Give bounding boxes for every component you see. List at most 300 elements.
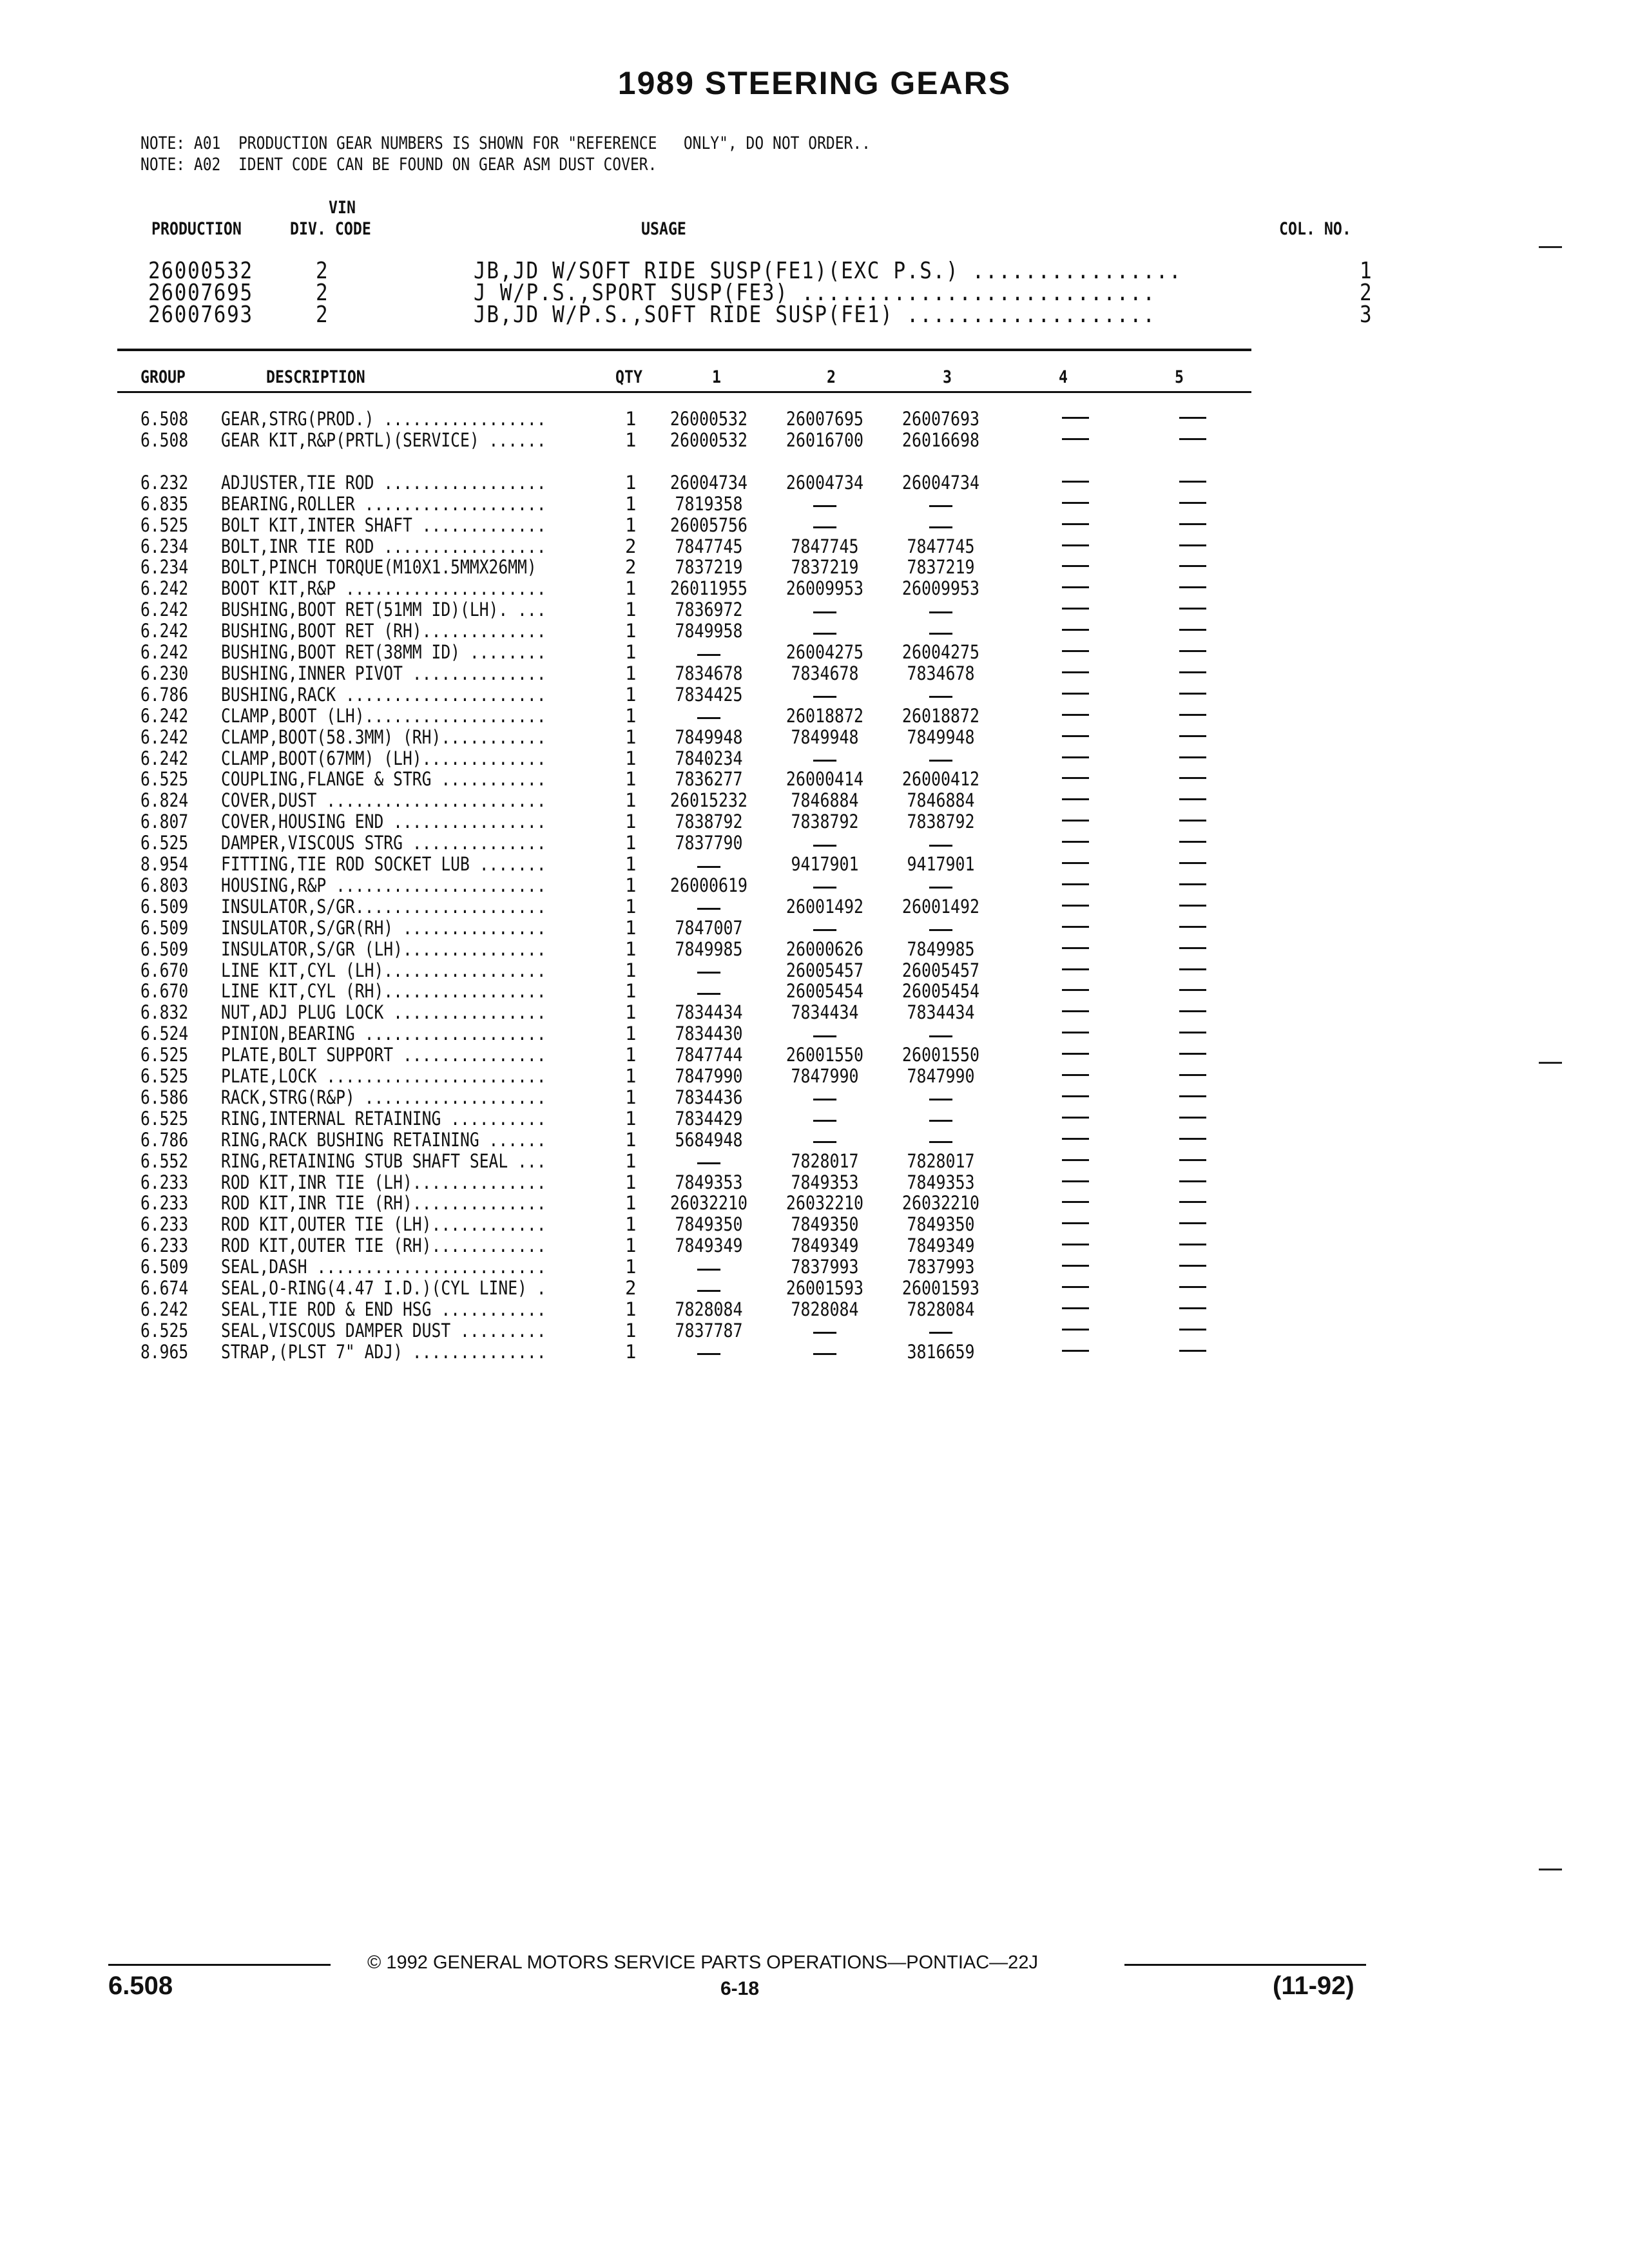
cell-col-2: 7847990 bbox=[791, 1065, 859, 1087]
dash-mark bbox=[929, 1332, 952, 1334]
cell-col-1: 26032210 bbox=[670, 1192, 748, 1215]
cell-group: 6.509 bbox=[140, 916, 189, 939]
table-row bbox=[0, 874, 1629, 896]
cell-qty: 1 bbox=[625, 662, 637, 684]
cell-group: 6.233 bbox=[140, 1192, 189, 1215]
cell-col-1: 7837219 bbox=[675, 556, 743, 579]
table-row bbox=[0, 1171, 1629, 1193]
dash-mark bbox=[929, 505, 952, 507]
cell-group: 8.954 bbox=[140, 853, 189, 875]
cell-col-4-dash bbox=[1062, 1032, 1089, 1033]
cell-group: 6.552 bbox=[140, 1149, 189, 1172]
cell-group: 6.803 bbox=[140, 874, 189, 896]
cell-col-2 bbox=[769, 684, 880, 706]
cell-col-1 bbox=[653, 853, 764, 875]
table-header-col-2: 2 bbox=[827, 367, 836, 387]
cell-col-4-dash bbox=[1062, 1307, 1089, 1309]
dash-mark bbox=[929, 1120, 952, 1122]
cell-group: 6.509 bbox=[140, 937, 189, 960]
cell-group: 6.525 bbox=[140, 768, 189, 791]
cell-col-1: 26000619 bbox=[670, 874, 748, 896]
margin-mark bbox=[1539, 1062, 1562, 1064]
cell-col-4-dash bbox=[1062, 777, 1089, 779]
cell-group: 6.242 bbox=[140, 704, 189, 727]
cell-col-2 bbox=[769, 514, 880, 536]
cell-group: 6.674 bbox=[140, 1277, 189, 1299]
cell-description: SEAL,DASH ........................ bbox=[221, 1256, 546, 1278]
cell-col-5-dash bbox=[1179, 523, 1206, 525]
cell-col-1: 7834429 bbox=[675, 1107, 743, 1129]
margin-mark bbox=[1539, 246, 1562, 248]
cell-group: 6.242 bbox=[140, 577, 189, 600]
cell-col-5-dash bbox=[1179, 1032, 1206, 1033]
table-row bbox=[0, 408, 1629, 429]
usage-header-usage: USAGE bbox=[641, 219, 686, 239]
cell-col-4-dash bbox=[1062, 1053, 1089, 1055]
dash-mark bbox=[813, 505, 836, 507]
margin-mark bbox=[1539, 1869, 1562, 1870]
cell-col-5-dash bbox=[1179, 947, 1206, 949]
cell-qty: 1 bbox=[625, 1340, 637, 1363]
cell-col-1: 26015232 bbox=[670, 789, 748, 812]
cell-qty: 1 bbox=[625, 514, 637, 536]
table-row bbox=[0, 429, 1629, 450]
table-row bbox=[0, 705, 1629, 726]
cell-col-1 bbox=[653, 1341, 764, 1363]
table-row bbox=[0, 768, 1629, 789]
cell-description: BUSHING,INNER PIVOT .............. bbox=[221, 662, 546, 684]
dash-mark bbox=[813, 929, 836, 931]
cell-col-3: 26016698 bbox=[901, 428, 980, 451]
cell-col-4-dash bbox=[1062, 1201, 1089, 1203]
footer-date: (11-92) bbox=[1273, 1972, 1354, 2000]
cell-col-4-dash bbox=[1062, 629, 1089, 631]
dash-mark bbox=[697, 1269, 720, 1271]
cell-qty: 1 bbox=[625, 599, 637, 621]
cell-col-5-dash bbox=[1179, 1201, 1206, 1203]
usage-text: J W/P.S.,SPORT SUSP(FE3) ........................... bbox=[474, 280, 1156, 306]
cell-col-2 bbox=[769, 1341, 880, 1363]
cell-col-1: 7836972 bbox=[675, 599, 743, 621]
cell-group: 6.525 bbox=[140, 1319, 189, 1341]
cell-group: 6.835 bbox=[140, 492, 189, 515]
dash-mark bbox=[929, 887, 952, 889]
dash-mark bbox=[813, 887, 836, 889]
cell-col-5-dash bbox=[1179, 735, 1206, 737]
dash-mark bbox=[813, 611, 836, 613]
cell-col-4-dash bbox=[1062, 438, 1089, 440]
cell-col-5-dash bbox=[1179, 798, 1206, 800]
cell-col-2: 7849349 bbox=[791, 1235, 859, 1257]
cell-col-3: 26007693 bbox=[901, 408, 980, 430]
cell-col-4-dash bbox=[1062, 544, 1089, 546]
cell-qty: 1 bbox=[625, 874, 637, 896]
cell-col-3: 7837993 bbox=[907, 1256, 975, 1278]
cell-col-1: 7849349 bbox=[675, 1235, 743, 1257]
cell-col-1: 7834425 bbox=[675, 683, 743, 706]
cell-qty: 1 bbox=[625, 811, 637, 833]
cell-description: ROD KIT,INR TIE (RH).............. bbox=[221, 1192, 546, 1215]
cell-col-2 bbox=[769, 874, 880, 896]
cell-col-3: 26018872 bbox=[901, 704, 980, 727]
table-row bbox=[0, 1341, 1629, 1362]
cell-col-5-dash bbox=[1179, 671, 1206, 673]
cell-col-2: 26004275 bbox=[786, 641, 864, 663]
cell-col-5-dash bbox=[1179, 862, 1206, 864]
table-row bbox=[0, 599, 1629, 620]
cell-group: 6.525 bbox=[140, 514, 189, 536]
cell-col-1: 7847007 bbox=[675, 916, 743, 939]
cell-group: 6.525 bbox=[140, 832, 189, 854]
cell-col-5-dash bbox=[1179, 883, 1206, 885]
table-row bbox=[0, 917, 1629, 938]
dash-mark bbox=[813, 1120, 836, 1122]
cell-col-1: 26004734 bbox=[670, 471, 748, 494]
cell-col-4-dash bbox=[1062, 905, 1089, 907]
cell-description: PLATE,BOLT SUPPORT ............... bbox=[221, 1044, 546, 1066]
cell-group: 6.786 bbox=[140, 1128, 189, 1151]
cell-col-3: 26009953 bbox=[901, 577, 980, 600]
cell-col-4-dash bbox=[1062, 1010, 1089, 1012]
table-row bbox=[0, 980, 1629, 1001]
cell-col-4-dash bbox=[1062, 608, 1089, 610]
cell-col-3: 26000412 bbox=[901, 768, 980, 791]
cell-col-3: 7849349 bbox=[907, 1235, 975, 1257]
usage-header-div-code: DIV. CODE bbox=[290, 219, 371, 239]
cell-col-4-dash bbox=[1062, 1180, 1089, 1182]
cell-col-3: 26001593 bbox=[901, 1277, 980, 1299]
cell-qty: 1 bbox=[625, 726, 637, 748]
cell-qty: 1 bbox=[625, 1086, 637, 1108]
cell-description: INSULATOR,S/GR(RH) ............... bbox=[221, 916, 546, 939]
cell-col-2 bbox=[769, 1086, 880, 1108]
cell-qty: 1 bbox=[625, 1192, 637, 1215]
dash-mark bbox=[929, 611, 952, 613]
dash-mark bbox=[813, 696, 836, 698]
usage-text: JB,JD W/P.S.,SOFT RIDE SUSP(FE1) ................... bbox=[474, 302, 1156, 328]
table-row bbox=[0, 1150, 1629, 1171]
dash-mark bbox=[697, 1162, 720, 1164]
table-row bbox=[0, 1129, 1629, 1150]
cell-description: COVER,HOUSING END ................ bbox=[221, 811, 546, 833]
cell-group: 6.233 bbox=[140, 1235, 189, 1257]
cell-col-3 bbox=[885, 1108, 996, 1129]
cell-col-2: 26000626 bbox=[786, 937, 864, 960]
cell-qty: 1 bbox=[625, 471, 637, 494]
cell-col-3: 26032210 bbox=[901, 1192, 980, 1215]
table-row bbox=[0, 1256, 1629, 1277]
dash-mark bbox=[697, 972, 720, 974]
cell-col-5-dash bbox=[1179, 714, 1206, 716]
table-row bbox=[0, 1108, 1629, 1129]
cell-col-2 bbox=[769, 1023, 880, 1044]
cell-col-1: 7849353 bbox=[675, 1171, 743, 1193]
cell-col-4-dash bbox=[1062, 1138, 1089, 1140]
cell-col-2: 26001593 bbox=[786, 1277, 864, 1299]
cell-qty: 1 bbox=[625, 1171, 637, 1193]
dash-mark bbox=[813, 845, 836, 847]
cell-description: BUSHING,BOOT RET (RH)............. bbox=[221, 620, 546, 642]
cell-description: NUT,ADJ PLUG LOCK ................ bbox=[221, 1001, 546, 1024]
cell-col-3 bbox=[885, 832, 996, 854]
cell-col-2: 26009953 bbox=[786, 577, 864, 600]
cell-group: 6.525 bbox=[140, 1065, 189, 1087]
cell-col-1: 7847990 bbox=[675, 1065, 743, 1087]
cell-col-1 bbox=[653, 705, 764, 727]
cell-description: CLAMP,BOOT(58.3MM) (RH)........... bbox=[221, 726, 546, 748]
cell-col-3 bbox=[885, 1086, 996, 1108]
table-row bbox=[0, 1192, 1629, 1213]
cell-col-3: 7846884 bbox=[907, 789, 975, 812]
cell-col-4-dash bbox=[1062, 947, 1089, 949]
table-header-description: DESCRIPTION bbox=[266, 367, 365, 387]
cell-col-5-dash bbox=[1179, 756, 1206, 758]
cell-col-5-dash bbox=[1179, 989, 1206, 991]
table-header-group: GROUP bbox=[140, 367, 186, 387]
cell-description: BOLT KIT,INTER SHAFT ............. bbox=[221, 514, 546, 536]
cell-description: COVER,DUST ....................... bbox=[221, 789, 546, 812]
footer-rule-right bbox=[1124, 1964, 1366, 1966]
usage-div: 2 bbox=[316, 280, 329, 306]
cell-col-1: 7834430 bbox=[675, 1023, 743, 1045]
cell-col-4-dash bbox=[1062, 1286, 1089, 1288]
cell-group: 6.242 bbox=[140, 641, 189, 663]
cell-col-1 bbox=[653, 896, 764, 918]
cell-description: CLAMP,BOOT (LH)................... bbox=[221, 704, 546, 727]
dash-mark bbox=[929, 1141, 952, 1143]
footer-copyright: © 1992 GENERAL MOTORS SERVICE PARTS OPERATIONS—PONTIAC—22J bbox=[367, 1952, 1038, 1973]
cell-col-3: 9417901 bbox=[907, 853, 975, 875]
cell-col-2 bbox=[769, 493, 880, 515]
cell-col-1: 7849948 bbox=[675, 726, 743, 748]
table-row bbox=[0, 726, 1629, 747]
cell-col-5-dash bbox=[1179, 438, 1206, 440]
cell-col-1 bbox=[653, 959, 764, 981]
table-row bbox=[0, 472, 1629, 493]
cell-group: 6.524 bbox=[140, 1023, 189, 1045]
cell-col-4-dash bbox=[1062, 481, 1089, 483]
cell-group: 6.807 bbox=[140, 811, 189, 833]
cell-description: RACK,STRG(R&P) ................... bbox=[221, 1086, 546, 1108]
cell-group: 6.670 bbox=[140, 980, 189, 1003]
table-rule-top bbox=[117, 349, 1251, 351]
cell-col-5-dash bbox=[1179, 650, 1206, 652]
cell-description: LINE KIT,CYL (LH)................. bbox=[221, 959, 546, 981]
cell-col-2: 26000414 bbox=[786, 768, 864, 791]
cell-col-5-dash bbox=[1179, 905, 1206, 907]
cell-qty: 1 bbox=[625, 1149, 637, 1172]
cell-col-2: 26001492 bbox=[786, 895, 864, 918]
cell-col-4-dash bbox=[1062, 586, 1089, 588]
cell-col-4-dash bbox=[1062, 1095, 1089, 1097]
cell-description: COUPLING,FLANGE & STRG ........... bbox=[221, 768, 546, 791]
cell-col-1: 7849350 bbox=[675, 1213, 743, 1236]
footer-section-number: 6.508 bbox=[108, 1972, 173, 2000]
table-row bbox=[0, 641, 1629, 662]
table-row bbox=[0, 1065, 1629, 1086]
cell-col-2: 7828017 bbox=[791, 1149, 859, 1172]
cell-col-1: 7836277 bbox=[675, 768, 743, 791]
usage-header-col-no: COL. NO. bbox=[1279, 219, 1351, 239]
cell-col-3 bbox=[885, 1023, 996, 1044]
table-row bbox=[0, 1044, 1629, 1065]
cell-qty: 1 bbox=[625, 916, 637, 939]
dash-mark bbox=[929, 526, 952, 528]
cell-col-2: 26004734 bbox=[786, 471, 864, 494]
dash-mark bbox=[929, 1099, 952, 1100]
cell-col-3: 7828017 bbox=[907, 1149, 975, 1172]
cell-col-3: 26005457 bbox=[901, 959, 980, 981]
cell-group: 6.230 bbox=[140, 662, 189, 684]
cell-col-1: 7828084 bbox=[675, 1298, 743, 1320]
cell-col-1: 7819358 bbox=[675, 492, 743, 515]
cell-col-5-dash bbox=[1179, 565, 1206, 567]
cell-qty: 1 bbox=[625, 641, 637, 663]
usage-div: 2 bbox=[316, 302, 329, 328]
cell-col-5-dash bbox=[1179, 481, 1206, 483]
cell-description: PINION,BEARING ................... bbox=[221, 1023, 546, 1045]
cell-col-4-dash bbox=[1062, 820, 1089, 822]
dash-mark bbox=[813, 633, 836, 635]
cell-col-3: 7828084 bbox=[907, 1298, 975, 1320]
cell-qty: 1 bbox=[625, 1107, 637, 1129]
cell-qty: 1 bbox=[625, 577, 637, 600]
cell-col-5-dash bbox=[1179, 1307, 1206, 1309]
cell-col-2: 26001550 bbox=[786, 1044, 864, 1066]
cell-col-1: 7840234 bbox=[675, 747, 743, 769]
cell-group: 6.242 bbox=[140, 620, 189, 642]
cell-col-5-dash bbox=[1179, 1180, 1206, 1182]
cell-description: ROD KIT,INR TIE (LH).............. bbox=[221, 1171, 546, 1193]
cell-description: INSULATOR,S/GR (LH)............... bbox=[221, 937, 546, 960]
cell-col-4-dash bbox=[1062, 798, 1089, 800]
cell-col-4-dash bbox=[1062, 417, 1089, 419]
cell-col-2 bbox=[769, 917, 880, 939]
usage-col: 1 bbox=[1360, 258, 1373, 284]
cell-col-3: 26004734 bbox=[901, 471, 980, 494]
cell-description: BUSHING,BOOT RET(38MM ID) ........ bbox=[221, 641, 546, 663]
cell-col-2: 7837219 bbox=[791, 556, 859, 579]
cell-qty: 1 bbox=[625, 1023, 637, 1045]
cell-group: 6.242 bbox=[140, 1298, 189, 1320]
cell-col-4-dash bbox=[1062, 714, 1089, 716]
cell-qty: 1 bbox=[625, 1065, 637, 1087]
cell-col-4-dash bbox=[1062, 841, 1089, 843]
table-row bbox=[0, 1298, 1629, 1320]
cell-col-5-dash bbox=[1179, 608, 1206, 610]
cell-group: 6.824 bbox=[140, 789, 189, 812]
cell-col-2: 7828084 bbox=[791, 1298, 859, 1320]
cell-col-5-dash bbox=[1179, 502, 1206, 504]
cell-col-5-dash bbox=[1179, 1265, 1206, 1267]
cell-col-2: 7838792 bbox=[791, 811, 859, 833]
note-a02: NOTE: A02 IDENT CODE CAN BE FOUND ON GEAR ASM DUST COVER. bbox=[140, 155, 657, 175]
cell-col-1: 26005756 bbox=[670, 514, 748, 536]
cell-group: 6.509 bbox=[140, 895, 189, 918]
cell-col-3: 26001550 bbox=[901, 1044, 980, 1066]
table-header-col-3: 3 bbox=[943, 367, 952, 387]
cell-col-3: 7834434 bbox=[907, 1001, 975, 1024]
cell-col-4-dash bbox=[1062, 502, 1089, 504]
cell-col-1: 7834436 bbox=[675, 1086, 743, 1108]
cell-col-3: 26004275 bbox=[901, 641, 980, 663]
dash-mark bbox=[929, 696, 952, 698]
cell-qty: 2 bbox=[625, 1277, 637, 1299]
cell-col-1: 26011955 bbox=[670, 577, 748, 600]
cell-group: 6.234 bbox=[140, 556, 189, 579]
page-title: 1989 STEERING GEARS bbox=[617, 65, 1012, 101]
cell-col-4-dash bbox=[1062, 523, 1089, 525]
cell-group: 6.508 bbox=[140, 408, 189, 430]
cell-col-5-dash bbox=[1179, 1074, 1206, 1076]
cell-col-5-dash bbox=[1179, 1010, 1206, 1012]
cell-col-4-dash bbox=[1062, 862, 1089, 864]
dash-mark bbox=[697, 908, 720, 910]
cell-col-5-dash bbox=[1179, 1329, 1206, 1331]
cell-col-3: 7838792 bbox=[907, 811, 975, 833]
cell-description: BEARING,ROLLER ................... bbox=[221, 492, 546, 515]
cell-col-2: 7849948 bbox=[791, 726, 859, 748]
cell-group: 6.525 bbox=[140, 1044, 189, 1066]
cell-description: GEAR KIT,R&P(PRTL)(SERVICE) ...... bbox=[221, 428, 546, 451]
cell-col-5-dash bbox=[1179, 1286, 1206, 1288]
usage-div: 2 bbox=[316, 258, 329, 284]
dash-mark bbox=[697, 654, 720, 656]
table-row bbox=[0, 747, 1629, 769]
cell-qty: 1 bbox=[625, 1001, 637, 1024]
cell-col-1: 7849958 bbox=[675, 620, 743, 642]
cell-qty: 1 bbox=[625, 1256, 637, 1278]
cell-col-3: 7849353 bbox=[907, 1171, 975, 1193]
dash-mark bbox=[697, 993, 720, 995]
cell-qty: 1 bbox=[625, 1128, 637, 1151]
cell-col-4-dash bbox=[1062, 1159, 1089, 1161]
cell-description: BOLT,INR TIE ROD ................. bbox=[221, 535, 546, 557]
cell-col-2 bbox=[769, 832, 880, 854]
footer-rule-left bbox=[108, 1964, 331, 1966]
cell-col-1: 26000532 bbox=[670, 428, 748, 451]
cell-col-5-dash bbox=[1179, 693, 1206, 695]
cell-col-3 bbox=[885, 874, 996, 896]
cell-col-5-dash bbox=[1179, 1095, 1206, 1097]
cell-col-2: 26016700 bbox=[786, 428, 864, 451]
cell-col-2 bbox=[769, 620, 880, 642]
table-row bbox=[0, 577, 1629, 599]
cell-col-1 bbox=[653, 980, 764, 1002]
cell-col-2 bbox=[769, 599, 880, 620]
usage-production: 26007693 bbox=[148, 302, 253, 328]
table-row bbox=[0, 1213, 1629, 1235]
cell-col-4-dash bbox=[1062, 1074, 1089, 1076]
cell-group: 6.670 bbox=[140, 959, 189, 981]
cell-col-4-dash bbox=[1062, 989, 1089, 991]
cell-col-3 bbox=[885, 684, 996, 706]
cell-col-1: 7849985 bbox=[675, 937, 743, 960]
cell-col-2: 7846884 bbox=[791, 789, 859, 812]
cell-description: GEAR,STRG(PROD.) ................. bbox=[221, 408, 546, 430]
cell-col-3: 7834678 bbox=[907, 662, 975, 684]
cell-col-2: 26007695 bbox=[786, 408, 864, 430]
cell-qty: 1 bbox=[625, 895, 637, 918]
cell-col-5-dash bbox=[1179, 1117, 1206, 1119]
cell-qty: 1 bbox=[625, 683, 637, 706]
note-a01: NOTE: A01 PRODUCTION GEAR NUMBERS IS SHOWN FOR "REFERENCE ONLY", DO NOT ORDER.. bbox=[140, 133, 871, 153]
cell-group: 6.233 bbox=[140, 1213, 189, 1236]
cell-description: INSULATOR,S/GR.................... bbox=[221, 895, 546, 918]
cell-description: FITTING,TIE ROD SOCKET LUB ....... bbox=[221, 853, 546, 875]
cell-description: PLATE,LOCK ....................... bbox=[221, 1065, 546, 1087]
cell-col-5-dash bbox=[1179, 1138, 1206, 1140]
